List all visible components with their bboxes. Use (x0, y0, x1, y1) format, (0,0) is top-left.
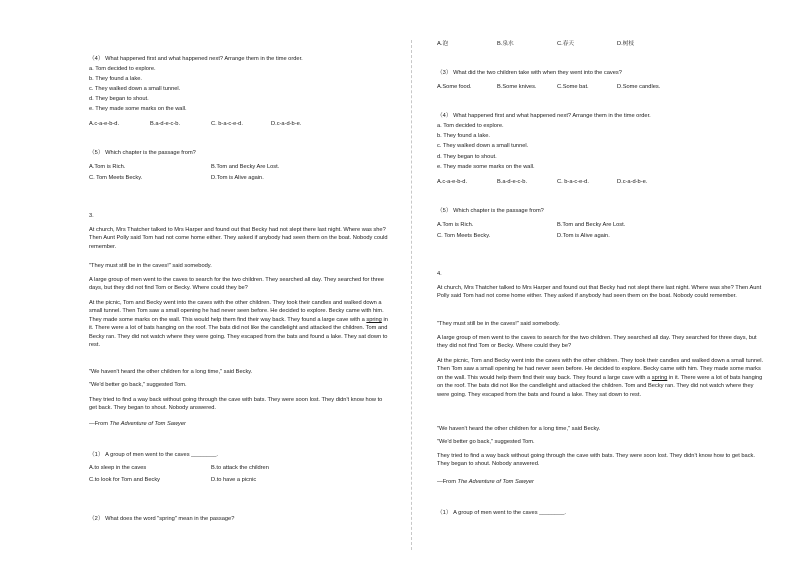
q4-item: d. They began to shout. (89, 96, 149, 102)
underlined-word: spring (366, 316, 382, 323)
q4-option-d: D.c-a-d-b-e. (271, 121, 302, 127)
q4-question: （4） What happened first and what happened next? Arrange them in the time order. (89, 56, 303, 62)
q5-option-b: B.Tom and Becky Are Lost. (557, 222, 626, 228)
q4-item: c. They walked down a small tunnel. (89, 86, 181, 92)
passage-paragraph: "We'd better go back," suggested Tom. (437, 439, 535, 445)
passage-paragraph: "They must still be in the caves!" said somebody. (437, 321, 560, 327)
q5-option-c: C. Tom Meets Becky. (89, 175, 143, 181)
q4-option-a: A.c-a-e-b-d. (437, 179, 468, 185)
q5-option-d: D.Tom is Alive again. (211, 175, 264, 181)
q5-option-d: D.Tom is Alive again. (557, 233, 610, 239)
q3-option-d: D.Some candles. (617, 84, 661, 90)
q4-item: a. Tom decided to explore. (437, 123, 504, 129)
q4-option-a: A.c-a-e-b-d. (89, 121, 120, 127)
right-column (400, 0, 794, 562)
passage-number: 3. (89, 213, 94, 219)
q4-item: b. They found a lake. (437, 133, 491, 139)
passage-paragraph: At the picnic, Tom and Becky went into the caves with the other children. They took their candles and walked down a small tunnel. Then Tom saw a small opening he had never seen before. He decided to explore. Becky came with him. They made some marks on the wall. This would help them find their way back. They found a large cave with a spring in it. There were a lot of bats hanging on the roof. The bats did not like the candlelight and attacked the children. Tom and Becky ran. They did not watch where they were going. They escaped from the bats and found a lake. They sat down to rest. (437, 358, 764, 398)
passage-paragraph: At the picnic, Tom and Becky went into the caves with the other children. They took their candles and walked down a small tunnel. Then Tom saw a small opening he had never seen before. He decided to explore. Becky came with him. They made some marks on the wall. This would help them find their way back. They found a large cave with a spring in it. There were a lot of bats hanging on the roof. The bats did not like the candlelight and attacked the children. Tom and Becky ran. They did not watch where they were going. They escaped from the bats and found a lake. They sat down to rest. (89, 300, 388, 349)
q1-option-a: A.to sleep in the caves (89, 465, 147, 471)
q5-option-b: B.Tom and Becky Are Lost. (211, 164, 280, 170)
q2-option-c: C.春天 (557, 41, 575, 47)
passage-paragraph: "They must still be in the caves!" said somebody. (89, 263, 212, 269)
q5-option-a: A.Tom is Rich. (437, 222, 474, 228)
q2-question: （2） What does the word "spring" mean in the passage? (89, 516, 235, 522)
q5-option-c: C. Tom Meets Becky. (437, 233, 491, 239)
q3-option-b: B.Some knives. (497, 84, 537, 90)
q5-question: （5） Which chapter is the passage from? (437, 208, 544, 214)
q2-option-d: D.树枝 (617, 41, 635, 47)
q3-question: （3） What did the two children take with when they went into the caves? (437, 70, 622, 76)
q4-item: a. Tom decided to explore. (89, 66, 156, 72)
q5-question: （5） Which chapter is the passage from? (89, 150, 196, 156)
passage-paragraph: At church, Mrs Thatcher talked to Mrs Harper and found out that Becky had not slept there last night. Where was she? Then Aunt Polly said Tom had not come home either. They asked if anybody had seen them on the boat. Nobody could remember. (437, 285, 762, 300)
q4-item: d. They began to shout. (437, 154, 497, 160)
passage-paragraph: "We haven't heard the other children for a long time," said Becky. (89, 369, 253, 375)
q4-option-d: D.c-a-d-b-e. (617, 179, 648, 185)
q2-option-a: A.泡 (437, 41, 449, 47)
passage-source: —From The Adventure of Tom Sawyer (89, 421, 186, 427)
q4-option-b: B.a-d-e-c-b. (497, 179, 528, 185)
q4-item: e. They made some marks on the wall. (437, 164, 535, 170)
passage-number: 4. (437, 271, 442, 277)
q1-option-d: D.to have a picnic (211, 477, 257, 483)
q1-question: （1） A group of men went to the caves ________. (89, 452, 218, 458)
q4-option-c: C. b-a-c-e-d. (557, 179, 589, 185)
q4-option-c: C. b-a-c-e-d. (211, 121, 243, 127)
q3-option-c: C.Some bat. (557, 84, 589, 90)
passage-source: —From The Adventure of Tom Sawyer (437, 479, 534, 485)
q5-option-a: A.Tom is Rich. (89, 164, 126, 170)
q1-option-b: B.to attack the children (211, 465, 269, 471)
passage-paragraph: At church, Mrs Thatcher talked to Mrs Harper and found out that Becky had not slept there last night. Where was she? Then Aunt Polly said Tom had not come home either. They asked if anybody had seen them on the boat. Nobody could remember. (89, 227, 388, 250)
passage-paragraph: They tried to find a way back without going through the cave with bats. They were soon lost. They didn't know how to get back. They began to shout. Nobody answered. (89, 397, 383, 412)
q4-item: b. They found a lake. (89, 76, 143, 82)
passage-paragraph: A large group of men went to the caves to search for the two children. They searched all day. They searched for three days, but they did not find Tom or Becky. Where could they be? (89, 277, 384, 292)
passage-paragraph: "We haven't heard the other children for a long time," said Becky. (437, 426, 601, 432)
q1-question: （1） A group of men went to the caves ________. (437, 510, 566, 516)
passage-paragraph: A large group of men went to the caves to search for the two children. They searched all day. They searched for three days, but they did not find Tom or Becky. Where could they be? (437, 335, 757, 350)
underlined-word: spring (651, 374, 668, 381)
q1-option-c: C.to look for Tom and Becky (89, 477, 161, 483)
q2-option-b: B.泉水 (497, 41, 514, 47)
passage-paragraph: "We'd better go back," suggested Tom. (89, 382, 187, 388)
q3-option-a: A.Some food. (437, 84, 472, 90)
q4-item: e. They made some marks on the wall. (89, 106, 187, 112)
q4-option-b: B.a-d-e-c-b. (150, 121, 181, 127)
q4-question: （4） What happened first and what happened next? Arrange them in the time order. (437, 113, 651, 119)
passage-paragraph: They tried to find a way back without going through the cave with bats. They were soon lost. They didn't know how to get back. They began to shout. Nobody answered. (437, 453, 755, 468)
q4-item: c. They walked down a small tunnel. (437, 143, 529, 149)
